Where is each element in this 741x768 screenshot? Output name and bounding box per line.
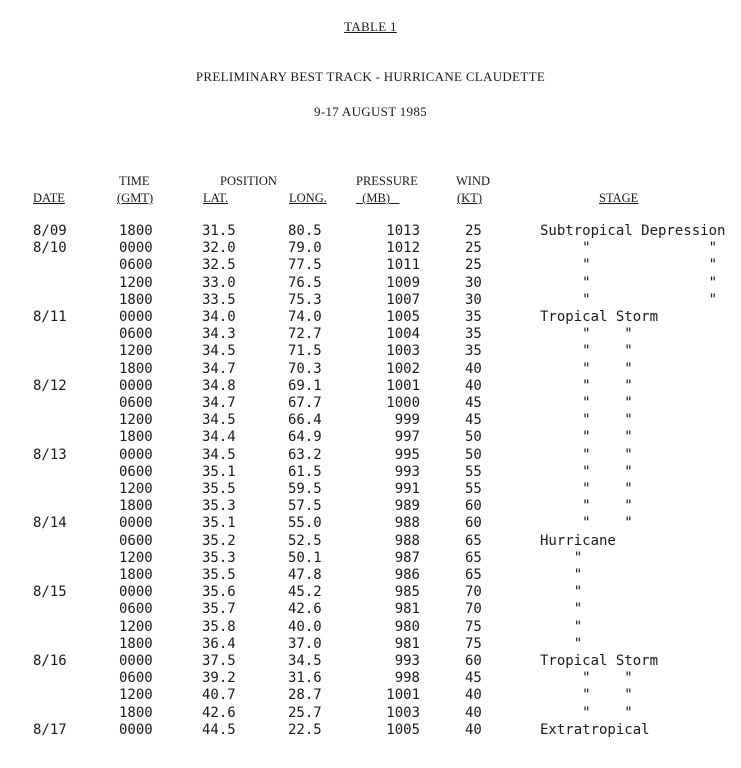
- cell-wind: 40: [465, 687, 482, 704]
- cell-stage: ": [540, 601, 583, 618]
- cell-long: 37.0: [288, 635, 322, 652]
- cell-long: 77.5: [288, 257, 322, 274]
- cell-time: 1200: [119, 618, 153, 635]
- cell-time: 1800: [119, 291, 153, 308]
- cell-long: 50.1: [288, 549, 322, 566]
- cell-date: 8/12: [33, 377, 67, 394]
- cell-long: 45.2: [288, 584, 322, 601]
- cell-wind: 40: [465, 721, 482, 738]
- cell-time: 1800: [119, 635, 153, 652]
- cell-stage: " ": [540, 687, 633, 704]
- cell-stage: ": [540, 584, 583, 601]
- cell-wind: 60: [465, 498, 482, 515]
- cell-time: 1200: [119, 274, 153, 291]
- cell-stage: Hurricane: [540, 532, 616, 549]
- cell-pres: 989: [394, 498, 420, 515]
- cell-wind: 70: [465, 601, 482, 618]
- cell-pres: 1001: [386, 687, 420, 704]
- cell-wind: 40: [465, 377, 482, 394]
- cell-wind: 30: [465, 291, 482, 308]
- cell-time: 1800: [119, 223, 153, 239]
- cell-date: 8/17: [33, 721, 67, 738]
- cell-time: 0600: [119, 257, 153, 274]
- cell-time: 0000: [119, 584, 153, 601]
- cell-stage: " ": [540, 704, 633, 721]
- cell-pres: 995: [394, 446, 420, 463]
- header-lat: LAT.: [203, 191, 229, 205]
- cell-pres: 988: [394, 515, 420, 532]
- cell-long: 47.8: [288, 567, 322, 583]
- cell-time: 0000: [119, 309, 153, 325]
- cell-time: 0000: [119, 653, 153, 669]
- cell-wind: 30: [465, 274, 482, 291]
- cell-pres: 1005: [386, 721, 420, 738]
- cell-pres: 985: [394, 584, 420, 601]
- cell-stage: ": [540, 618, 583, 635]
- cell-stage: " ": [540, 291, 718, 308]
- cell-time: 1200: [119, 412, 153, 429]
- cell-lat: 32.5: [202, 257, 236, 274]
- cell-pres: 1003: [386, 704, 420, 721]
- cell-time: 1200: [119, 549, 153, 566]
- cell-wind: 60: [465, 653, 482, 669]
- cell-stage: " ": [540, 429, 633, 446]
- cell-time: 0000: [119, 377, 153, 394]
- cell-lat: 34.3: [202, 326, 236, 343]
- cell-wind: 70: [465, 584, 482, 601]
- cell-stage: " ": [540, 377, 633, 394]
- cell-stage: Subtropical Depression: [540, 223, 726, 239]
- cell-lat: 35.2: [202, 532, 236, 549]
- cell-pres: 1007: [386, 291, 420, 308]
- cell-long: 76.5: [288, 274, 322, 291]
- cell-lat: 35.6: [202, 584, 236, 601]
- cell-lat: 33.5: [202, 291, 236, 308]
- cell-lat: 35.8: [202, 618, 236, 635]
- cell-long: 57.5: [288, 498, 322, 515]
- cell-lat: 35.7: [202, 601, 236, 618]
- cell-stage: ": [540, 567, 583, 583]
- header-pressure: PRESSURE: [356, 174, 418, 188]
- cell-wind: 75: [465, 635, 482, 652]
- cell-lat: 44.5: [202, 721, 236, 738]
- cell-stage: Tropical Storm: [540, 653, 659, 669]
- cell-lat: 40.7: [202, 687, 236, 704]
- cell-long: 66.4: [288, 412, 322, 429]
- cell-time: 1800: [119, 429, 153, 446]
- cell-time: 0000: [119, 240, 153, 257]
- cell-lat: 34.5: [202, 343, 236, 360]
- cell-stage: " ": [540, 412, 633, 429]
- cell-date: 8/16: [33, 653, 67, 669]
- cell-lat: 34.5: [202, 412, 236, 429]
- header-position: POSITION: [220, 174, 277, 188]
- cell-time: 1200: [119, 687, 153, 704]
- cell-wind: 25: [465, 240, 482, 257]
- cell-long: 59.5: [288, 481, 322, 497]
- cell-date: 8/11: [33, 309, 67, 325]
- cell-lat: 35.3: [202, 549, 236, 566]
- cell-wind: 55: [465, 481, 482, 497]
- cell-long: 28.7: [288, 687, 322, 704]
- cell-pres: 1009: [386, 274, 420, 291]
- cell-pres: 1013: [386, 223, 420, 239]
- cell-pres: 981: [394, 635, 420, 652]
- cell-lat: 34.0: [202, 309, 236, 325]
- cell-stage: ": [540, 549, 583, 566]
- cell-time: 0000: [119, 721, 153, 738]
- cell-long: 64.9: [288, 429, 322, 446]
- cell-long: 22.5: [288, 721, 322, 738]
- cell-lat: 35.3: [202, 498, 236, 515]
- cell-wind: 60: [465, 515, 482, 532]
- cell-long: 42.6: [288, 601, 322, 618]
- cell-pres: 987: [394, 549, 420, 566]
- cell-long: 25.7: [288, 704, 322, 721]
- cell-date: 8/14: [33, 515, 67, 532]
- cell-lat: 36.4: [202, 635, 236, 652]
- cell-wind: 45: [465, 412, 482, 429]
- cell-lat: 34.4: [202, 429, 236, 446]
- header-gmt: (GMT): [117, 191, 154, 205]
- cell-pres: 1003: [386, 343, 420, 360]
- cell-wind: 65: [465, 567, 482, 583]
- date-range: 9-17 AUGUST 1985: [314, 104, 427, 119]
- cell-long: 34.5: [288, 653, 322, 669]
- cell-long: 80.5: [288, 223, 322, 239]
- cell-pres: 997: [394, 429, 420, 446]
- cell-pres: 993: [394, 653, 420, 669]
- cell-stage: " ": [540, 446, 633, 463]
- cell-stage: Tropical Storm: [540, 309, 659, 325]
- cell-pres: 999: [394, 412, 420, 429]
- cell-wind: 25: [465, 223, 482, 239]
- cell-wind: 35: [465, 343, 482, 360]
- cell-wind: 40: [465, 360, 482, 377]
- header-kt: (KT): [457, 191, 482, 205]
- cell-pres: 1000: [386, 395, 420, 411]
- cell-wind: 45: [465, 395, 482, 411]
- cell-long: 67.7: [288, 395, 322, 411]
- cell-lat: 34.7: [202, 395, 236, 411]
- cell-time: 0000: [119, 446, 153, 463]
- cell-date: 8/10: [33, 240, 67, 257]
- cell-long: 79.0: [288, 240, 322, 257]
- cell-stage: " ": [540, 326, 633, 343]
- cell-long: 55.0: [288, 515, 322, 532]
- cell-lat: 32.0: [202, 240, 236, 257]
- cell-pres: 1001: [386, 377, 420, 394]
- cell-time: 0600: [119, 532, 153, 549]
- cell-stage: " ": [540, 360, 633, 377]
- cell-long: 40.0: [288, 618, 322, 635]
- table-label: TABLE 1: [344, 19, 397, 34]
- cell-time: 1800: [119, 704, 153, 721]
- cell-time: 0600: [119, 395, 153, 411]
- cell-stage: " ": [540, 498, 633, 515]
- cell-stage: " ": [540, 670, 633, 687]
- cell-stage: " ": [540, 481, 633, 497]
- cell-long: 31.6: [288, 670, 322, 687]
- cell-pres: 1002: [386, 360, 420, 377]
- cell-time: 0600: [119, 601, 153, 618]
- cell-lat: 35.5: [202, 567, 236, 583]
- cell-pres: 1011: [386, 257, 420, 274]
- cell-long: 61.5: [288, 463, 322, 480]
- cell-lat: 33.0: [202, 274, 236, 291]
- cell-date: 8/09: [33, 223, 67, 239]
- cell-stage: Extratropical: [540, 721, 650, 738]
- cell-stage: " ": [540, 343, 633, 360]
- cell-time: 1200: [119, 481, 153, 497]
- cell-lat: 34.7: [202, 360, 236, 377]
- cell-wind: 50: [465, 446, 482, 463]
- header-mb-label: (MB): [362, 191, 391, 205]
- cell-lat: 35.5: [202, 481, 236, 497]
- cell-time: 1800: [119, 360, 153, 377]
- cell-pres: 980: [394, 618, 420, 635]
- cell-wind: 25: [465, 257, 482, 274]
- cell-date: 8/13: [33, 446, 67, 463]
- cell-wind: 75: [465, 618, 482, 635]
- cell-pres: 981: [394, 601, 420, 618]
- header-time: TIME: [119, 174, 150, 188]
- cell-lat: 35.1: [202, 463, 236, 480]
- cell-pres: 993: [394, 463, 420, 480]
- cell-wind: 35: [465, 309, 482, 325]
- cell-stage: " ": [540, 274, 718, 291]
- header-long: LONG.: [289, 191, 327, 205]
- cell-stage: " ": [540, 240, 718, 257]
- cell-pres: 998: [394, 670, 420, 687]
- cell-pres: 988: [394, 532, 420, 549]
- cell-wind: 65: [465, 549, 482, 566]
- cell-stage: " ": [540, 395, 633, 411]
- header-stage: STAGE: [599, 191, 639, 205]
- cell-lat: 31.5: [202, 223, 236, 239]
- cell-pres: 1005: [386, 309, 420, 325]
- cell-time: 0600: [119, 326, 153, 343]
- cell-pres: 986: [394, 567, 420, 583]
- cell-long: 70.3: [288, 360, 322, 377]
- cell-long: 52.5: [288, 532, 322, 549]
- cell-wind: 50: [465, 429, 482, 446]
- cell-wind: 40: [465, 704, 482, 721]
- cell-stage: " ": [540, 515, 633, 532]
- cell-time: 0000: [119, 515, 153, 532]
- cell-stage: ": [540, 635, 583, 652]
- cell-lat: 34.8: [202, 377, 236, 394]
- cell-long: 69.1: [288, 377, 322, 394]
- cell-long: 75.3: [288, 291, 322, 308]
- header-wind: WIND: [456, 174, 491, 188]
- cell-pres: 991: [394, 481, 420, 497]
- header-mb: [356, 191, 399, 206]
- cell-long: 71.5: [288, 343, 322, 360]
- cell-stage: " ": [540, 257, 718, 274]
- cell-lat: 42.6: [202, 704, 236, 721]
- table-title: PRELIMINARY BEST TRACK - HURRICANE CLAUDETTE: [195, 69, 546, 84]
- cell-stage: " ": [540, 463, 633, 480]
- cell-time: 1200: [119, 343, 153, 360]
- cell-lat: 35.1: [202, 515, 236, 532]
- cell-long: 63.2: [288, 446, 322, 463]
- cell-wind: 45: [465, 670, 482, 687]
- cell-lat: 39.2: [202, 670, 236, 687]
- cell-time: 1800: [119, 498, 153, 515]
- cell-lat: 37.5: [202, 653, 236, 669]
- cell-lat: 34.5: [202, 446, 236, 463]
- cell-wind: 55: [465, 463, 482, 480]
- cell-pres: 1012: [386, 240, 420, 257]
- cell-long: 72.7: [288, 326, 322, 343]
- cell-time: 1800: [119, 567, 153, 583]
- cell-time: 0600: [119, 463, 153, 480]
- cell-wind: 65: [465, 532, 482, 549]
- header-date: DATE: [33, 191, 65, 205]
- cell-time: 0600: [119, 670, 153, 687]
- cell-wind: 35: [465, 326, 482, 343]
- cell-date: 8/15: [33, 584, 67, 601]
- cell-pres: 1004: [386, 326, 420, 343]
- cell-long: 74.0: [288, 309, 322, 325]
